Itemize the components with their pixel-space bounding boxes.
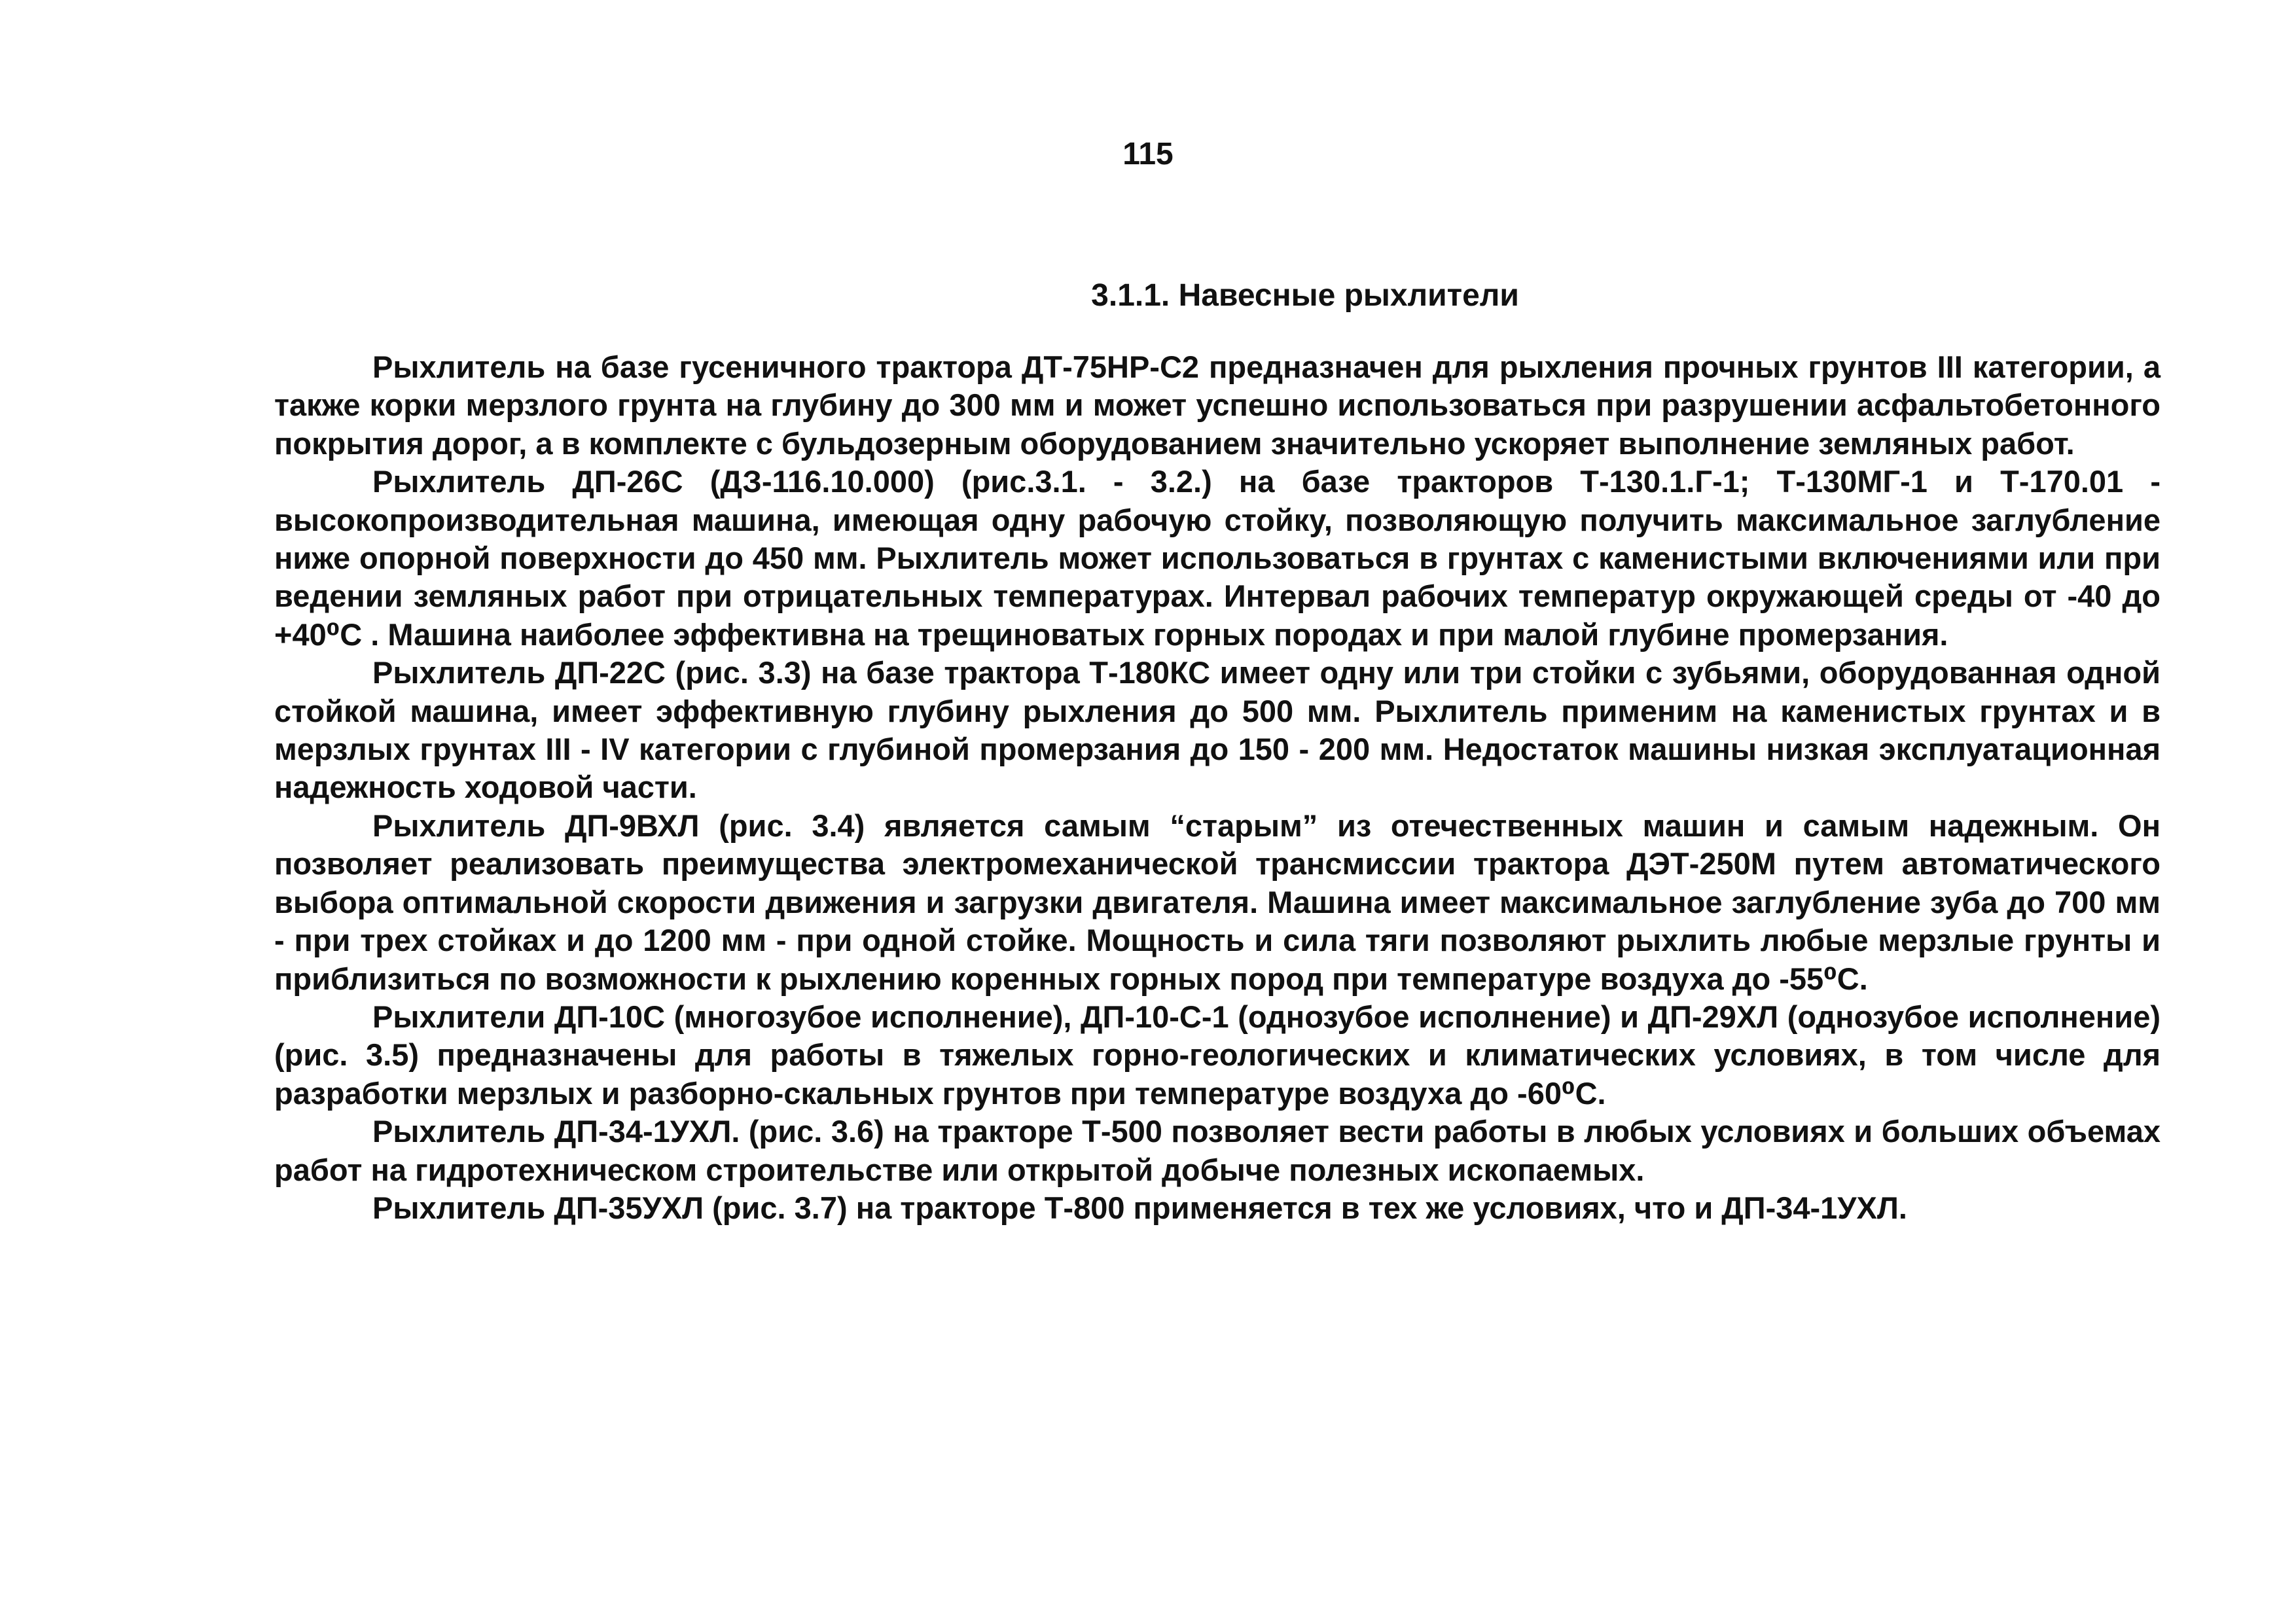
paragraph-dp26s: Рыхлитель ДП-26С (ДЗ-116.10.000) (рис.3.1. - 3.2.) на базе тракторов Т-130.1.Г-1; Т-130МГ-1 и Т-170.01 - высокопроизводительная машина, имеющая одну рабочую стойку, позволяющую получить максимальное заглубление ниже опорной поверхности до 450 мм. Рыхлитель может использоваться в грунтах с каменистыми включениями или при ведении земляных работ при отрицательных температурах. Интервал рабочих температур окружающей среды от -40 до +40⁰С . Машина наиболее эффективна на трещиноватых горных породах и при малой глубине промерзания. <box>274 464 2161 652</box>
paragraph-dp22s: Рыхлитель ДП-22С (рис. 3.3) на базе трактора Т-180КС имеет одну или три стойки с зубьями, оборудованная одной стойкой машина, имеет эффективную глубину рыхления до 500 мм. Рыхлитель применим на каменистых грунтах и в мерзлых грунтах III - IV категории с глубиной промерзания до 150 - 200 мм. Недостаток машины низкая эксплуатационная надежность ходовой части. <box>274 655 2161 805</box>
paragraph-dp9vhl: Рыхлитель ДП-9ВХЛ (рис. 3.4) является самым “старым” из отечественных машин и самым надежным. Он позволяет реализовать преимущества электромеханической трансмиссии трактора ДЭТ-250М путем автоматического выбора оптимальной скорости движения и загрузки двигателя. Машина имеет максимальное заглубление зуба до 700 мм - при трех стойках и до 1200 мм - при одной стойке. Мощность и сила тяги позволяют рыхлить любые мерзлые грунты и приблизиться по возможности к рыхлению коренных горных пород при температуре воздуха до -55⁰С. <box>274 808 2161 996</box>
paragraph-dp34: Рыхлитель ДП-34-1УХЛ. (рис. 3.6) на тракторе Т-500 позволяет вести работы в любых условиях и больших объемах работ на гидротехническом строительстве или открытой добыче полезных ископаемых. <box>274 1114 2161 1187</box>
paragraph-dp35: Рыхлитель ДП-35УХЛ (рис. 3.7) на тракторе Т-800 применяется в тех же условиях, что и ДП-34-1УХЛ. <box>372 1190 1907 1225</box>
section-heading-text: 3.1.1. Навесные рыхлители <box>1091 278 1519 313</box>
paragraph-dp10s: Рыхлители ДП-10С (многозубое исполнение), ДП-10-С-1 (однозубое исполнение) и ДП-29ХЛ (однозубое исполнение) (рис. 3.5) предназначены для работы в тяжелых горно-геологических и климатических условиях, в том числе для разработки мерзлых и разборно-скальных грунтов при температуре воздуха до -60⁰С. <box>274 999 2161 1111</box>
paragraph-dt75: Рыхлитель на базе гусеничного трактора ДТ-75НР-С2 предназначен для рыхления прочных грунтов III категории, а также корки мерзлого грунта на глубину до 300 мм и может успешно использоваться при разрушении асфальтобетонного покрытия дорог, а в комплекте с бульдозерным оборудованием значительно ускоряет выполнение земляных работ. <box>274 349 2161 461</box>
body-text <box>274 348 2161 1227</box>
page-number: 115 <box>1122 137 1174 171</box>
section-heading <box>0 276 2296 315</box>
